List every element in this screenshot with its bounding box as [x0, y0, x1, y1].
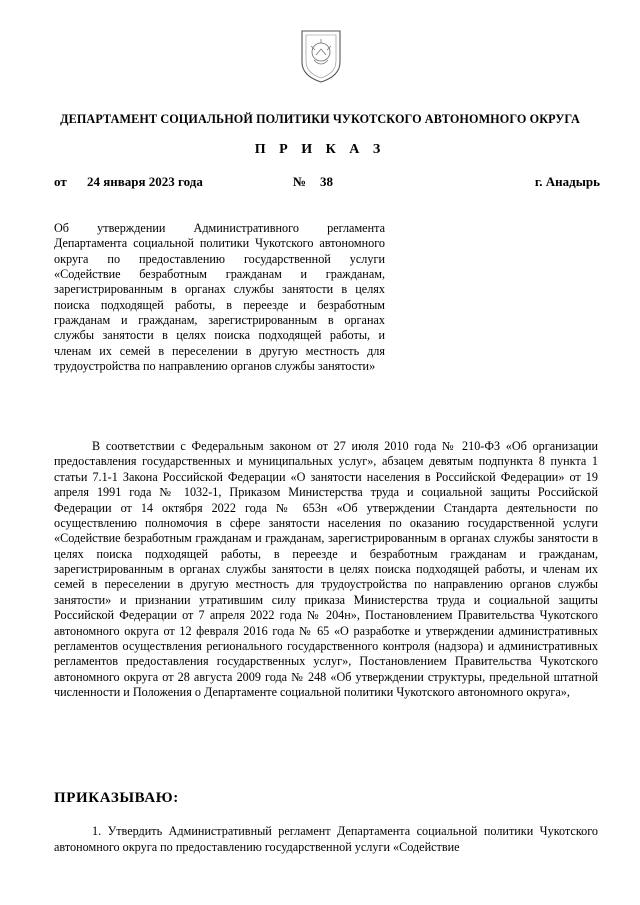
from-label: от [54, 174, 67, 189]
order-item-1: 1. Утвердить Административный регламент Департамента социальной политики Чукотского автономного округа по предоставлению государственной услуги «Содействие [54, 824, 598, 854]
preamble-paragraph: В соответствии с Федеральным законом от 27 июля 2010 года № 210-ФЗ «Об организации предоставления государственных и муниципальных услуг», абзацем девятым подпункта 8 пункта 1 статьи 7.1-1 Закона Российской Федерации «О занятости населения в Российской Федерации» от 19 апреля 1991 года № 1032-1, Приказом Министерства труда и социальной защиты Российской Федерации от 14 октября 2022 года № 653н «Об утверждении Стандарта деятельности по осуществлению полномочия в сфере занятости населения по оказанию государственной услуги «Содействие безработным гражданам и гражданам, зарегистрированным в органах службы занятости в целях поиска подходящей работы, в переезде и безработным гражданам и гражданам, зарегистрированным в органах службы занятости в целях поиска подходящей работы, и членам их семей в переселении в другую местность для трудоустройства по направлению органов службы занятости» и признании утратившим силу приказа Министерства труда и социальной защиты Российской Федерации от 7 апреля 2022 года № 204н», Постановлением Правительства Чукотского автономного округа от 12 февраля 2016 года № 65 «О разработке и утверждении административных регламентов осуществления регионального государственного контроля (надзора) и административных регламентов предоставления государственных услуг», Постановлением Правительства Чукотского автономного округа от 28 августа 2009 года № 248 «Об утверждении структуры, предельной штатной численности и Положения о Департаменте социальной политики Чукотского автономного округа», [54, 439, 598, 699]
order-number: 38 [320, 174, 333, 189]
document-type-title: П Р И К А З [254, 142, 386, 157]
department-title: ДЕПАРТАМЕНТ СОЦИАЛЬНОЙ ПОЛИТИКИ ЧУКОТСКОГО АВТОНОМНОГО ОКРУГА [60, 112, 580, 126]
order-date: 24 января 2023 года [87, 174, 203, 189]
city: г. Анадырь [534, 174, 600, 189]
number-label: № [293, 174, 307, 189]
coat-of-arms-emblem [298, 28, 344, 84]
order-subject: Об утверждении Административного регламента Департамента социальной политики Чукотского автономного округа по предоставлению государственной услуги «Содействие безработным гражданам и гражданам, зарегистрированным в органах службы занятости в целях поиска подходящей работы, в переезде и безработным гражданам и гражданам, зарегистрированным в органах службы занятости в целях поиска подходящей работы, и членам их семей в переселении в другую местность для трудоустройства по направлению органов службы занятости» [54, 221, 385, 374]
order-heading: ПРИКАЗЫВАЮ: [54, 790, 179, 806]
